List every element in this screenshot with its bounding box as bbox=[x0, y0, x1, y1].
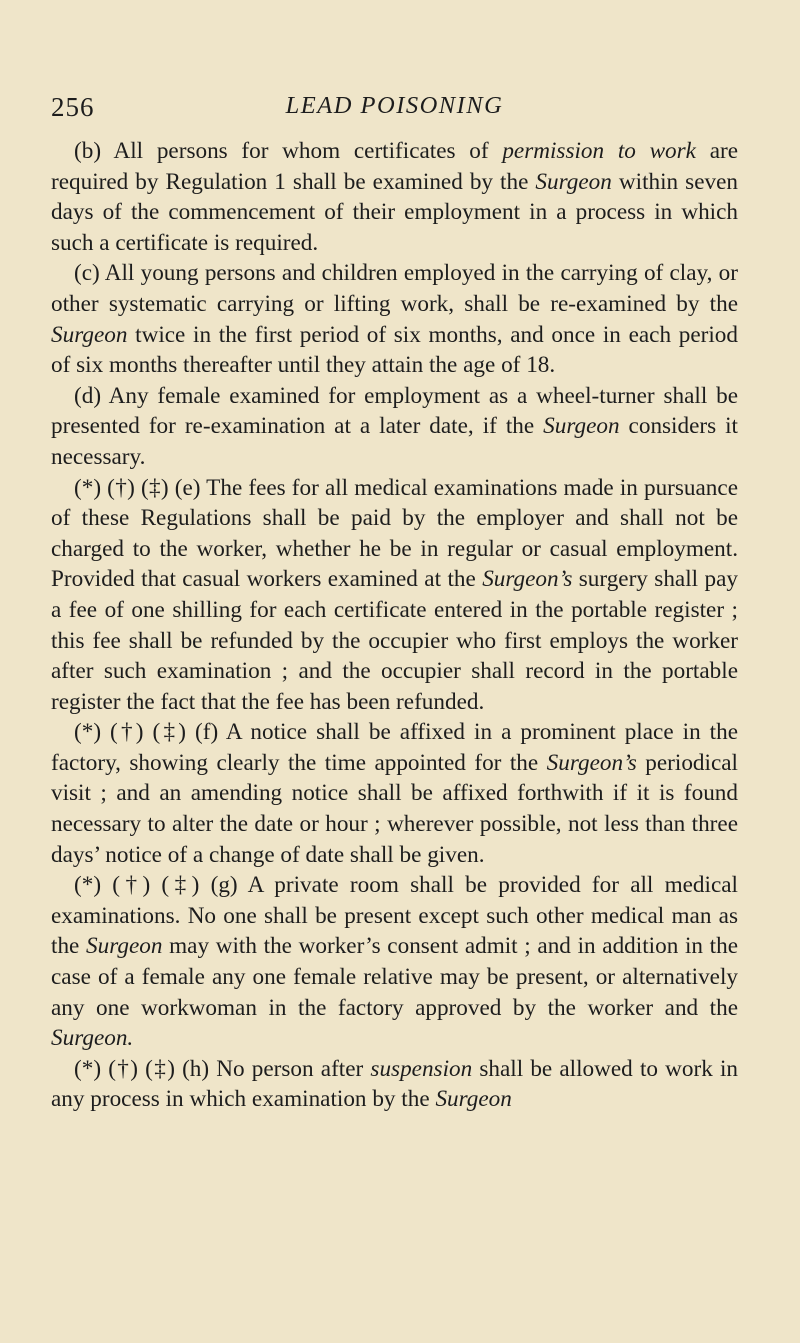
text-segment: periodical visit ; and an amending notice shall be affixed forthwith if it is found necessary to alter the date or hour ; wherever possible, not less than three days’ notice of a change of date shall be given. bbox=[51, 749, 738, 868]
italic-text: Surgeon’s bbox=[482, 566, 573, 593]
page-header bbox=[51, 92, 738, 132]
text-segment: surgery shall pay a fee of one shilling for each certificate entered in the portable register ; this fee shall be refunded by the occupier who first employs the worker after such examination ; and the occupier shall record in the portable register the fact that the fee has been refunded. bbox=[51, 566, 738, 715]
paragraph-marker: (*) (†) (‡) (f) bbox=[74, 719, 219, 746]
text-segment: are required by Regulation 1 shall be examined by the bbox=[51, 138, 738, 195]
paragraph-marker: (*) (†) (‡) (g) bbox=[74, 872, 238, 899]
text-segment: shall be allowed to work in any process in which examination by the bbox=[51, 1055, 738, 1113]
italic-text: Surgeon bbox=[535, 168, 612, 195]
paragraph bbox=[51, 473, 738, 718]
paragraph bbox=[51, 381, 738, 473]
text-segment: may with the worker’s consent admit ; and in addition in the case of a female any one female relative may be present, or alternatively any one workwoman in the factory approved by the worker and the bbox=[51, 933, 739, 1021]
paragraph bbox=[51, 258, 738, 380]
text-segment: All young persons and children employed in the carrying of clay, or other systematic carrying or lifting work, shall be re-examined by the bbox=[51, 260, 738, 317]
text-segment: All persons for whom certificates of bbox=[101, 138, 503, 164]
italic-text: Surgeon bbox=[86, 933, 163, 960]
italic-text: Surgeon’s bbox=[546, 749, 637, 776]
text-segment: twice in the first period of six months, and once in each period of six months thereafter until they attain the age of 18. bbox=[51, 321, 738, 379]
paragraph-marker: (d) bbox=[74, 382, 102, 409]
paragraph-marker: (*) (†) (‡) (h) bbox=[74, 1055, 210, 1082]
body-text bbox=[51, 136, 738, 1115]
italic-text: Surgeon bbox=[51, 321, 128, 348]
paragraph-marker: (*) (†) (‡) (e) bbox=[74, 474, 201, 501]
text-segment: Any female examined for employment as a wheel-turner shall be presented for re-examination at a later date, if the bbox=[51, 382, 738, 440]
italic-text: permission to work bbox=[502, 138, 696, 164]
page-number: 256 bbox=[51, 92, 95, 122]
italic-text: Surgeon. bbox=[51, 1025, 134, 1052]
text-segment: A notice shall be affixed in a prominent place in the factory, showing clearly the time appointed for the bbox=[51, 719, 738, 776]
italic-text: Surgeon bbox=[543, 413, 620, 440]
text-segment: within seven days of the commencement of their employment in a process in which such a certificate is required. bbox=[51, 168, 738, 256]
text-segment: A private room shall be provided for all medical examinations. No one shall be present except such other medical man as the bbox=[51, 872, 738, 960]
running-title: LEAD POISONING bbox=[285, 92, 504, 119]
paragraph bbox=[51, 870, 738, 1054]
paragraph bbox=[51, 1054, 738, 1115]
text-segment: No person after bbox=[209, 1055, 371, 1082]
paragraph bbox=[51, 717, 738, 870]
italic-text: suspension bbox=[370, 1055, 473, 1082]
text-segment: The fees for all medical examinations made in pursuance of these Regulations shall be paid by the employer and shall not be charged to the worker, whether he be in regular or casual employment. Provided that casual workers examined at the bbox=[51, 474, 738, 593]
paragraph bbox=[51, 136, 738, 258]
paragraph-marker: (c) bbox=[74, 260, 100, 287]
paragraph-marker: (b) bbox=[74, 138, 102, 164]
text-segment: considers it necessary. bbox=[51, 413, 738, 470]
italic-text: Surgeon bbox=[435, 1086, 512, 1113]
